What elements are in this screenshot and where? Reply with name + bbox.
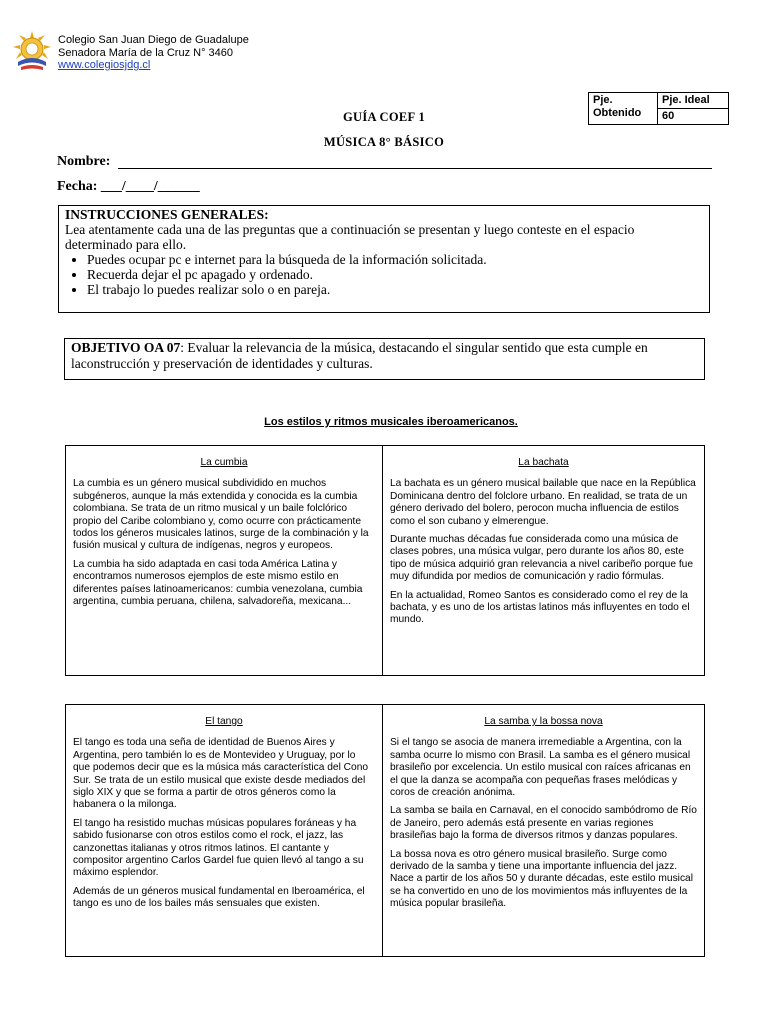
score-obtained-label: Pje. Obtenido [589,93,658,125]
card-bachata [383,446,704,675]
instructions-bullet: • Puedes ocupar pc e internet para la búsqueda de la información solicitada. [87,252,703,267]
card-paragraph: La cumbia es un género musical subdividido en muchos subgéneros, aunque la más extendida y conocida es la cumbia colombiana. Se trata de un ritmo musical y un baile folclórico propio del Caribe colombiano y, como ocurre con prácticamente todos los géneros musicales latinos, surge de la combinación y la fusión musical y cultura de indígenas, negros y europeos. [73,478,369,552]
card-paragraph: La samba se baila en Carnaval, en el conocido sambódromo de Río de Janeiro, pero además está presente en varias regiones brasileñas bajo la forma de diversos ritmos y danzas populares. [390,805,697,842]
objective-box [64,338,705,380]
genres-table-2 [65,704,705,957]
card-paragraph: La bachata es un género musical bailable que nace en la República Dominicana dentro del folclore urbano. En realidad, se trata de un género derivado del bolero, perocon mucha influencia de estilos como el son cubano y elmerengue. [390,478,696,527]
card-paragraph: La cumbia ha sido adaptada en casi toda América Latina y encontramos numerosos ejemplos de este mismo estilo en diferentes países latinoamericanos: cumbia venezolana, cumbia argentina, cumbia peruana, chilena, salvadoreña, mexicana... [73,558,363,608]
document-title: GUÍA COEF 1 [342,110,425,124]
score-ideal-value: 60 [658,109,729,125]
card-paragraph: La bossa nova es otro género musical brasileño. Surge como derivado de la samba y tiene una importante influencia del jazz. Nace a partir de los años 50 y durante décadas, este estilo musical se ha convertido en uno de los movimientos más influyentes de la música popular brasileña. [390,848,693,910]
instructions-heading: INSTRUCCIONES GENERALES: [65,207,269,222]
school-name: Colegio San Juan Diego de Guadalupe [58,34,249,46]
card-paragraph: Si el tango se asocia de manera irremediable a Argentina, con la samba ocurre lo mismo con Brasil. La samba es el género musical brasileño por excelencia. Un estilo musical con raíces africanas en el que la danza se acompaña con pequeñas frases melódicas y coros de creación anónima. [390,737,691,799]
instructions-bullet: • El trabajo lo puedes realizar solo o en pareja. [87,282,703,297]
instructions-box [58,205,710,313]
card-title: La samba y la bossa nova [484,716,603,727]
card-paragraph: En la actualidad, Romeo Santos es considerado como el rey de la bachata, y es uno de los artistas latinos más influyentes en todo el mundo. [390,589,690,626]
name-field-label: Nombre: [57,154,111,169]
school-website-link[interactable]: www.colegiosjdg.cl [58,59,151,71]
instructions-bullet: • Recuerda dejar el pc apagado y ordenado. [87,267,703,282]
school-address: Senadora María de la Cruz N° 3460 [58,46,233,59]
card-paragraph: El tango ha resistido muchas músicas populares foráneas y ha sabido fusionarse con otros estilos como el rock, el jazz, las canzonettas italianas y otros ritmos latinos. El cantante y compositor argentino Carlos Gardel fue quien llevó al tango a su máximo esplendor. [73,817,364,879]
card-title: El tango [205,716,243,727]
section-title: Los estilos y ritmos musicales iberoamericanos. [264,416,518,428]
card-cumbia [66,446,383,675]
instructions-text: Lea atentamente cada una de las preguntas que a continuación se presentan y luego conteste en el espacio determinado para ello. [65,222,635,252]
objective-text: : Evaluar la relevancia de la música, destacando el singular sentido que esta cumple en laconstrucción y preservación de identidades y culturas. [71,340,648,371]
card-samba-bossa-nova [383,705,704,956]
card-paragraph: Durante muchas décadas fue considerada como una música de clases pobres, una música vulgar, pero durante los años 80, este tipo de música adquirió gran relevancia a nivel caribeño porque fue muy difundida por medios de comunicación y radio fórmulas. [390,534,693,583]
instructions-list [65,252,703,297]
card-tango [66,705,383,956]
document-subtitle: MÚSICA 8° BÁSICO [323,135,445,149]
card-paragraph: Además de un géneros musical fundamental en Iberoamérica, el tango es uno de los bailes más sensuales que existen. [73,885,365,910]
school-logo [12,30,52,72]
objective-label: OBJETIVO OA 07 [71,340,181,355]
name-field-line[interactable] [118,168,712,169]
card-title: La cumbia [200,457,248,468]
date-field[interactable]: Fecha: ___/____/______ [57,179,200,194]
genres-table-1 [65,445,705,676]
score-ideal-label: Pje. Ideal [658,93,729,109]
card-title: La bachata [518,457,569,468]
school-info [58,34,249,72]
card-paragraph: El tango es toda una seña de identidad de Buenos Aires y Argentina, pero también lo es de Montevideo y Uruguay, por lo que podemos decir que es la música más característica del Cono Sur. Se trata de un estilo musical que existe desde mediados del siglo XIX y que se forma a partir de otros géneros como la habanera o la milonga. [73,737,369,811]
